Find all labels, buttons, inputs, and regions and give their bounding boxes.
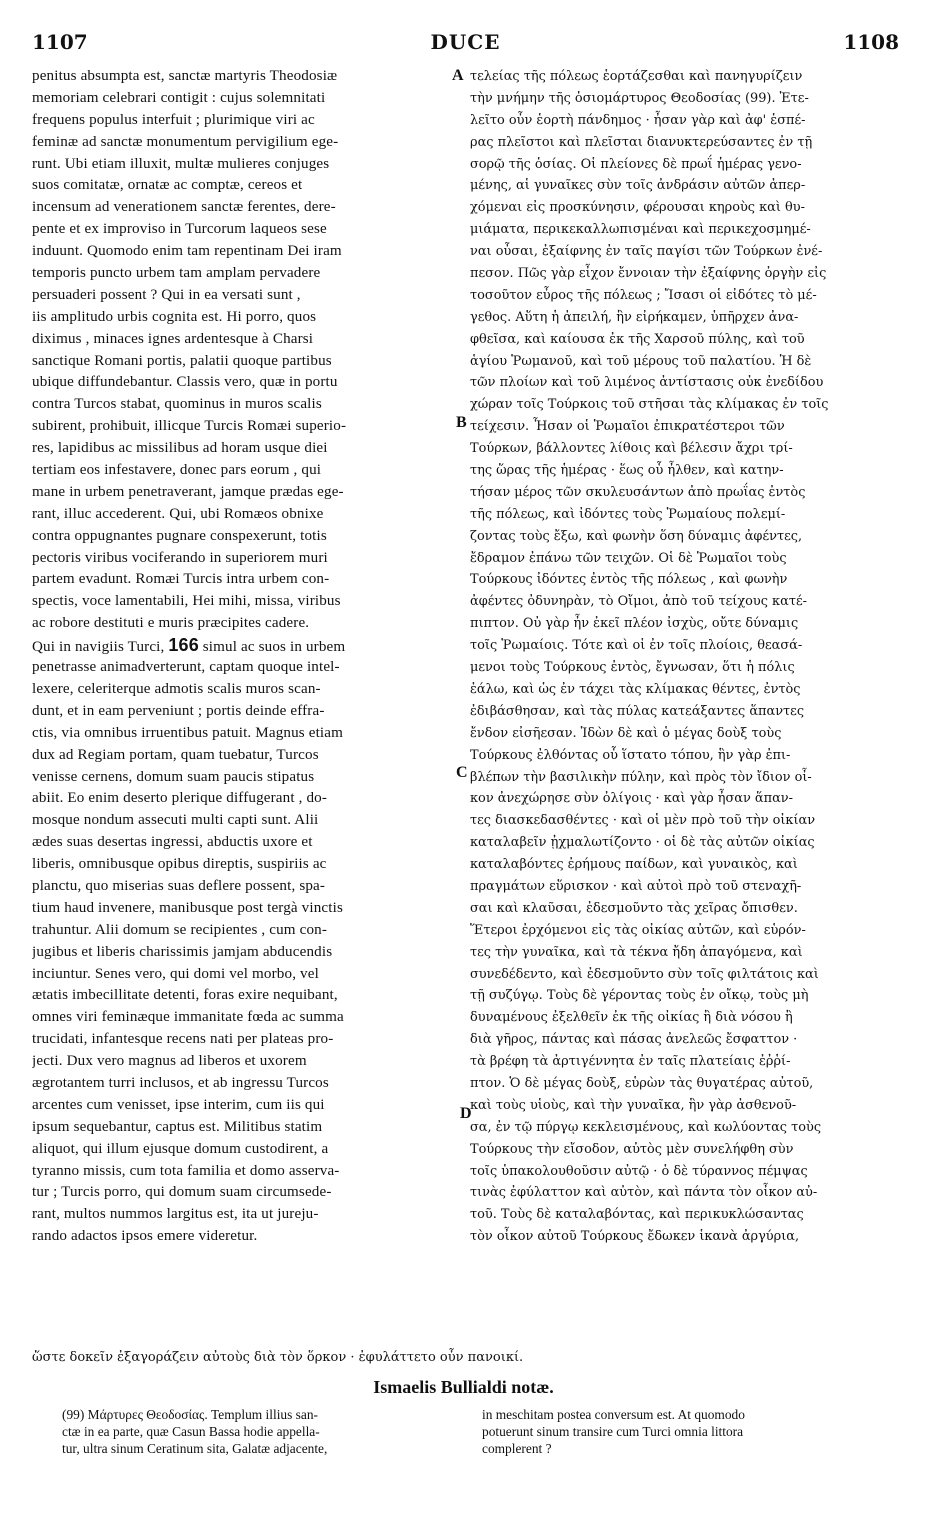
latin-text-line: frequens populus interfuit ; plurimique viri ac <box>32 111 315 128</box>
greek-text-line: καὶ τοὺς υἱοὺς, καὶ τὴν γυναῖκα, ἣν γὰρ ἀσθενοῦ- <box>470 1097 797 1113</box>
note-line: complerent ? <box>482 1441 552 1456</box>
greek-text-line: τοῖς Ῥωμαίοις. Τότε καὶ οἱ ἐν τοῖς πλοίοις, θεασά- <box>470 638 803 654</box>
greek-text-line: χόμεναι εἰς προσκύνησιν, φέρουσαι κηροὺς καὶ θυ- <box>470 200 805 216</box>
column-number: 166 <box>168 635 199 656</box>
latin-text-line: mosque nondum assecuti multi capti sunt. Alii <box>32 812 319 829</box>
greek-closing-line: ὥστε δοκεῖν ἐξαγοράζειν αὐτοὺς διὰ τὸν ὅρκον · ἐφυλάττετο οὖν πανοικί. <box>32 1350 524 1365</box>
greek-text-line: χώραν τοῖς Τούρκοις τοῦ στῆσαι τὰς κλίμακας ἐν τοῖς <box>470 397 829 413</box>
greek-text-line: κον ἀνεχώρησε σὺν ὀλίγοις · καὶ γὰρ ἦσαν ἅπαν- <box>470 791 793 807</box>
greek-text-line: πιπτον. Οὐ γὰρ ἦν ἐκεῖ πλέον ἰσχὺς, οὔτε δύναμις <box>470 616 799 632</box>
note-line: ctæ in ea parte, quæ Casun Bassa hodie appella- <box>62 1424 320 1439</box>
greek-text-line: Τούρκους ἰδόντες ἐντὸς τῆς πόλεως , καὶ φωνὴν <box>470 572 788 588</box>
greek-text-line: ἁγίου Ῥωμανοῦ, καὶ τοῦ μέρους τοῦ παλατίου. Ἡ δὲ <box>470 353 812 369</box>
latin-text-line: tium haud invenere, manibusque post tergà vinctis <box>32 899 343 916</box>
greek-text-line: Τούρκους ἐλθόντας οὗ ἵστατο τόπου, ἣν γὰρ ἐπι- <box>470 747 791 763</box>
page-number-left: 1107 <box>32 30 88 54</box>
latin-text-line: memoriam celebrari contigit : cujus solemnitati <box>32 89 326 106</box>
greek-text-line: τοῖς ὑπακολουθοῦσιν αὐτῷ · ὁ δὲ τύραννος πέμψας <box>470 1163 808 1179</box>
latin-text-line: feminæ ad sanctæ monumentum pervigilium ege- <box>32 133 339 150</box>
greek-text-line: τες διασκεδασθέντες · καὶ οἱ μὲν πρὸ τοῦ τὴν οἰκίαν <box>470 813 816 829</box>
latin-text-line: ctis, via omnibus irruentibus patuit. Magnus etiam <box>32 724 344 741</box>
greek-text-line: ναι οὖσαι, ἐξαίφνης ἐν ταῖς παγίσι τῶν Τούρκων ἐνέ- <box>470 244 823 260</box>
greek-text-line: σαι καὶ κλαῦσαι, ἐδεσμοῦντο τὰς χεῖρας ὄπισθεν. <box>470 900 798 916</box>
greek-text-line: τῶν πλοίων καὶ τοῦ λιμένος ἀντίστασις οὐκ ἐνεδίδου <box>470 375 824 391</box>
greek-text-line: τείχεσιν. Ἦσαν οἱ Ῥωμαῖοι ἐπικρατέστεροι τῶν <box>470 419 785 435</box>
note-line: potuerunt sinum transire cum Turci omnia littora <box>482 1424 744 1439</box>
latin-text-line: induunt. Quomodo enim tam repentinam Dei iram <box>32 243 342 260</box>
latin-column <box>32 66 456 1248</box>
latin-text-line: suos comitatæ, ornatæ ac comptæ, cereos et <box>32 177 303 194</box>
greek-text-line: Τούρκους τὴν εἴσοδον, αὐτὸς μὲν συνελήφθη σὺν <box>470 1141 794 1157</box>
section-marker-d: D <box>460 1105 472 1122</box>
latin-text-line: rant, multos nummos largitus est, ita ut jureju- <box>32 1206 319 1223</box>
greek-text-line: τὴν μνήμην τῆς ὁσιομάρτυρος Θεοδοσίας (99). Ἐτε- <box>470 90 809 106</box>
greek-text-line: ἔνδον εἰσῆεσαν. Ἰδὼν δὲ καὶ ὁ μέγας δοὺξ τοὺς <box>470 725 782 741</box>
latin-text-line: diximus , minaces ignes ardentesque à Charsi <box>32 330 314 347</box>
greek-column <box>470 66 895 1248</box>
latin-text-line: Qui in navigiis Turci, 166 simul ac suos in urbem <box>32 635 346 656</box>
latin-text-line: planctu, quo miserias suas deflere possent, spa- <box>32 877 326 894</box>
greek-text-line: ἔδραμον ἐπάνω τῶν τειχῶν. Οἱ δὲ Ῥωμαῖοι τοὺς <box>470 550 787 566</box>
greek-text-line: τοσοῦτον εὖρος τῆς πόλεως ; Ἴσασι οἱ εἰδότες τὸ μέ- <box>470 287 817 303</box>
greek-text-line: τελείας τῆς πόλεως ἑορτάζεσθαι καὶ πανηγυρίζειν <box>470 69 803 84</box>
greek-text-line: ζοντας τοὺς ἔξω, καὶ φωνὴν ὅση δύναμις ἀφέντες, <box>470 528 803 544</box>
greek-text-line: τήσαν μέρος τῶν σκυλευσάντων ἀπὸ πρωΐας ἐντὸς <box>470 484 806 500</box>
greek-text-line: πεσον. Πῶς γὰρ εἶχον ἔννοιαν τὴν ἐξαίφνης ὀργὴν εἰς <box>470 266 827 282</box>
latin-text-line: penetrasse animadverterunt, captam quoque intel- <box>32 659 340 676</box>
greek-text-line: λεῖτο οὖν ἑορτὴ πάνδημος · ἦσαν γὰρ καὶ ἀφ' ἑσπέ- <box>470 112 806 128</box>
latin-text-line: ubique diffundebantur. Classis vero, quæ in portu <box>32 374 338 391</box>
latin-text-line: aliquot, qui illum ejusque domum custodirent, a <box>32 1140 329 1157</box>
greek-text-line: σορῷ τῆς ὁσίας. Οἱ πλείονες δὲ πρωΐ ἡμέρας γενο- <box>470 156 802 172</box>
greek-text-line: πτον. Ὁ δὲ μέγας δοὺξ, εὑρὼν τὰς θυγατέρας αὐτοῦ, <box>470 1075 814 1091</box>
greek-text-line: τὰ βρέφη τὰ ἀρτιγέννητα ἐν ταῖς πλατείαις ἐῤῥί- <box>470 1054 791 1070</box>
greek-text-line: μιάματα, περικεκαλλωπισμέναι καὶ περικεχοσμημέ- <box>470 222 811 238</box>
greek-text-line: της ὥρας τῆς ἡμέρας · ἕως οὗ ἦλθεν, καὶ κατην- <box>470 463 784 479</box>
latin-text-line: abiit. Eo enim deserto plerique diffugerant , do- <box>32 790 328 807</box>
notes-left-column <box>62 1406 462 1457</box>
latin-text-line: partem evadunt. Romæi Turcis intra urbem con- <box>32 571 330 588</box>
greek-text-line: βλέπων τὴν βασιλικὴν πύλην, καὶ πρὸς τὸν ἴδιον οἶ- <box>470 769 812 785</box>
latin-text-line: persuaderi possent ? Qui in ea versati sunt , <box>32 286 301 303</box>
latin-text-line: pente et ex improviso in Turcorum laqueos sese <box>32 221 327 238</box>
latin-text-line: incensum ad venerationem sanctæ ferentes, dere- <box>32 199 336 216</box>
section-marker-b: B <box>456 414 467 431</box>
page-header <box>32 30 899 56</box>
greek-text-line: πραγμάτων εὕρισκον · καὶ αὐτοὶ πρὸ τοῦ στεναχῆ- <box>470 878 802 894</box>
greek-text-line: Τούρκων, βάλλοντες λίθοις καὶ βέλεσιν ἄχρι τρί- <box>470 441 793 457</box>
latin-text-line: ætatis imbecillitate detenti, foras exire nequibant, <box>32 987 338 1004</box>
latin-text-line: res, lapidibus ac missilibus ad horam usque diei <box>32 440 328 457</box>
latin-text-line: rando adactos ipsos emere videretur. <box>32 1228 258 1245</box>
latin-text-line: pectoris viribus vociferando in superiorem muri <box>32 549 328 566</box>
latin-text-line: tur ; Turcis porro, qui domum suam circumsede- <box>32 1184 332 1201</box>
latin-text-line: contra oppugnantes pugnare conspexerunt, totis <box>32 527 327 544</box>
greek-text-line: Ἕτεροι ἐρχόμενοι εἰς τὰς οἰκίας αὐτῶν, καὶ εὑρόν- <box>470 922 806 938</box>
greek-text-line: σα, ἐν τῷ πύργῳ κεκλεισμένους, καὶ κωλύοντας τοὺς <box>470 1119 822 1135</box>
latin-text-line: omnes viri feminæque immanitate fœda ac summa <box>32 1009 344 1026</box>
greek-text-line: ἐδιβάσθησαν, καὶ τὰς πύλας κατεάξαντες ἅπαντες <box>470 703 805 719</box>
greek-text-line: τῆς πόλεως, καὶ ἰδόντες τοὺς Ῥωμαίους πολεμί- <box>470 506 786 522</box>
latin-text-line: jecti. Dux vero magnus ad liberos et uxorem <box>32 1053 307 1070</box>
section-marker-c: C <box>456 764 468 781</box>
notes-heading: Ismaelis Bullialdi notæ. <box>373 1377 554 1397</box>
latin-text-line: dunt, et in eam perveniunt ; portis deinde effra- <box>32 702 325 719</box>
greek-text-line: συνεδέδεντο, καὶ ἐδεσμοῦντο σὺν τοῖς φιλτάτοις καὶ <box>470 966 819 982</box>
note-line: (99) Μάρτυρες Θεοδοσίας. Templum illius san- <box>62 1407 318 1422</box>
latin-text-line: mane in urbem penetraverant, jamque prædas ege- <box>32 483 344 500</box>
latin-text-line: ædes suas desertas ingressi, abductis uxore et <box>32 834 313 851</box>
latin-text-line: ipsum sequebantur, captus est. Militibus statim <box>32 1118 323 1135</box>
latin-text-line: tyranno missis, cum tota familia et domo asserva- <box>32 1162 340 1179</box>
note-line: in meschitam postea conversum est. At quomodo <box>482 1407 745 1422</box>
note-line: tur, ultra sinum Ceratinum sita, Galatæ adjacente, <box>62 1441 328 1456</box>
latin-text-line: ægrotantem turri inclusos, et ab ingressu Turcos <box>32 1074 329 1091</box>
notes-right-column <box>482 1406 882 1457</box>
greek-text-line: διὰ γῆρος, πάντας καὶ πάσας ἀνελεῶς ἔσφαττον · <box>470 1032 798 1048</box>
greek-text-line: φθεῖσα, καὶ καίουσα ἐκ τῆς Χαρσοῦ πύλης, καὶ τοῦ <box>470 331 805 347</box>
greek-text-line: τινὰς ἐφύλαττον καὶ αὐτὸν, καὶ πάντα τὸν οἶκον αὐ- <box>470 1185 818 1201</box>
latin-text-line: rant, illuc accederent. Qui, ubi Romæos obnixe <box>32 505 324 522</box>
latin-text-line: lexere, celeriterque admotis scalis muros scan- <box>32 680 321 697</box>
page-number-right: 1108 <box>843 30 899 54</box>
latin-text-line: penitus absumpta est, sanctæ martyris Theodosiæ <box>32 68 338 84</box>
latin-text-line: arcentes cum venisset, ipse interim, cum iis qui <box>32 1096 325 1113</box>
latin-text-line: subirent, prohibuit, illicque Turcis Romæi superio- <box>32 418 347 435</box>
section-marker-a: A <box>452 67 464 84</box>
greek-text-line: τὸν οἶκον αὐτοῦ Τούρκους ἔδωκεν ἱκανὰ ἀργύρια, <box>470 1229 800 1245</box>
latin-text-line: temporis puncto urbem tam amplam pervadere <box>32 265 321 282</box>
latin-text-line: liberis, omnibusque opibus direptis, suspiriis ac <box>32 856 327 873</box>
latin-text-line: venisse cernens, domum suam paucis stipatus <box>32 768 315 785</box>
latin-text-line: trahuntur. Alii domum se recipientes , cum con- <box>32 921 328 938</box>
latin-text-line: ac robore destituti e muris præcipites cadere. <box>32 615 310 632</box>
latin-text-line: tertiam eos infestavere, donec pars eorum , qui <box>32 462 322 479</box>
greek-text-line: γεθος. Αὕτη ἡ ἀπειλή, ἣν εἰρήκαμεν, ὑπῆρχεν ἀνα- <box>470 309 799 325</box>
greek-text-line: τες τὴν γυναῖκα, καὶ τὰ τέκνα ἤδη ἀπαγόμενα, καὶ <box>470 944 803 960</box>
latin-text-line: inciuntur. Senes vero, qui domi vel morbo, vel <box>32 965 319 982</box>
latin-text-line: spectis, voce lamentabili, Hei mihi, missa, viribus <box>32 593 341 610</box>
greek-text-line: ρας πλεῖστοι καὶ πλεῖσται διανυκτερεύσαντες ἐν τῇ <box>470 134 813 150</box>
greek-text-line: ἑάλω, καὶ ὡς ἐν τάχει τὰς κλίμακας θέντες, ἐντὸς <box>470 681 801 697</box>
greek-text-line: τοῦ. Τοὺς δὲ καταλαβόντας, καὶ περικυκλώσαντας <box>470 1207 804 1223</box>
latin-text-line: jugibus et liberis charissimis jamjam abducendis <box>32 943 333 960</box>
greek-text-line: μένης, αἱ γυναῖκες σὺν τοῖς ἀνδράσιν αὐτῶν ἀπερ- <box>470 178 806 194</box>
latin-text-line: contra Turcos stabat, quominus in muros scalis <box>32 396 322 413</box>
greek-text-line: καταλαβόντες ἐρήμους παίδων, καὶ γυναικὸς, καὶ <box>470 857 798 873</box>
greek-text-line: ἀφέντες ὀδυνηρὰν, τὸ Οἴμοι, ἀπὸ τοῦ τείχους κατέ- <box>470 594 807 610</box>
latin-text-line: trucidati, infantesque recens nati per plateas pro- <box>32 1031 334 1048</box>
latin-text-line: dux ad Regiam portam, quam tuebatur, Turcos <box>32 746 319 763</box>
greek-text-line: τῇ συζύγῳ. Τοὺς δὲ γέροντας τοὺς ἐν οἴκῳ, τοὺς μὴ <box>470 988 809 1004</box>
latin-text-line: sanctique Romani portis, palatii quoque partibus <box>32 352 332 369</box>
greek-text-line: μενοι τοὺς Τούρκους ἐντὸς, ἔγνωσαν, ὅτι ἡ πόλις <box>470 660 795 676</box>
latin-text-line: iis amplitudo urbis cognita est. Hi porro, quos <box>32 308 317 325</box>
latin-text-line: runt. Ubi etiam illuxit, multæ mulieres conjuges <box>32 155 330 172</box>
greek-text-line: καταλαβεῖν ᾐχμαλωτίζοντο · οἱ δὲ τὰς αὐτῶν οἰκίας <box>470 835 815 851</box>
greek-text-line: δυναμένους ἐξελθεῖν ἐκ τῆς οἰκίας ἢ διὰ νόσου ἢ <box>470 1010 793 1026</box>
running-title: DUCE <box>430 30 501 54</box>
